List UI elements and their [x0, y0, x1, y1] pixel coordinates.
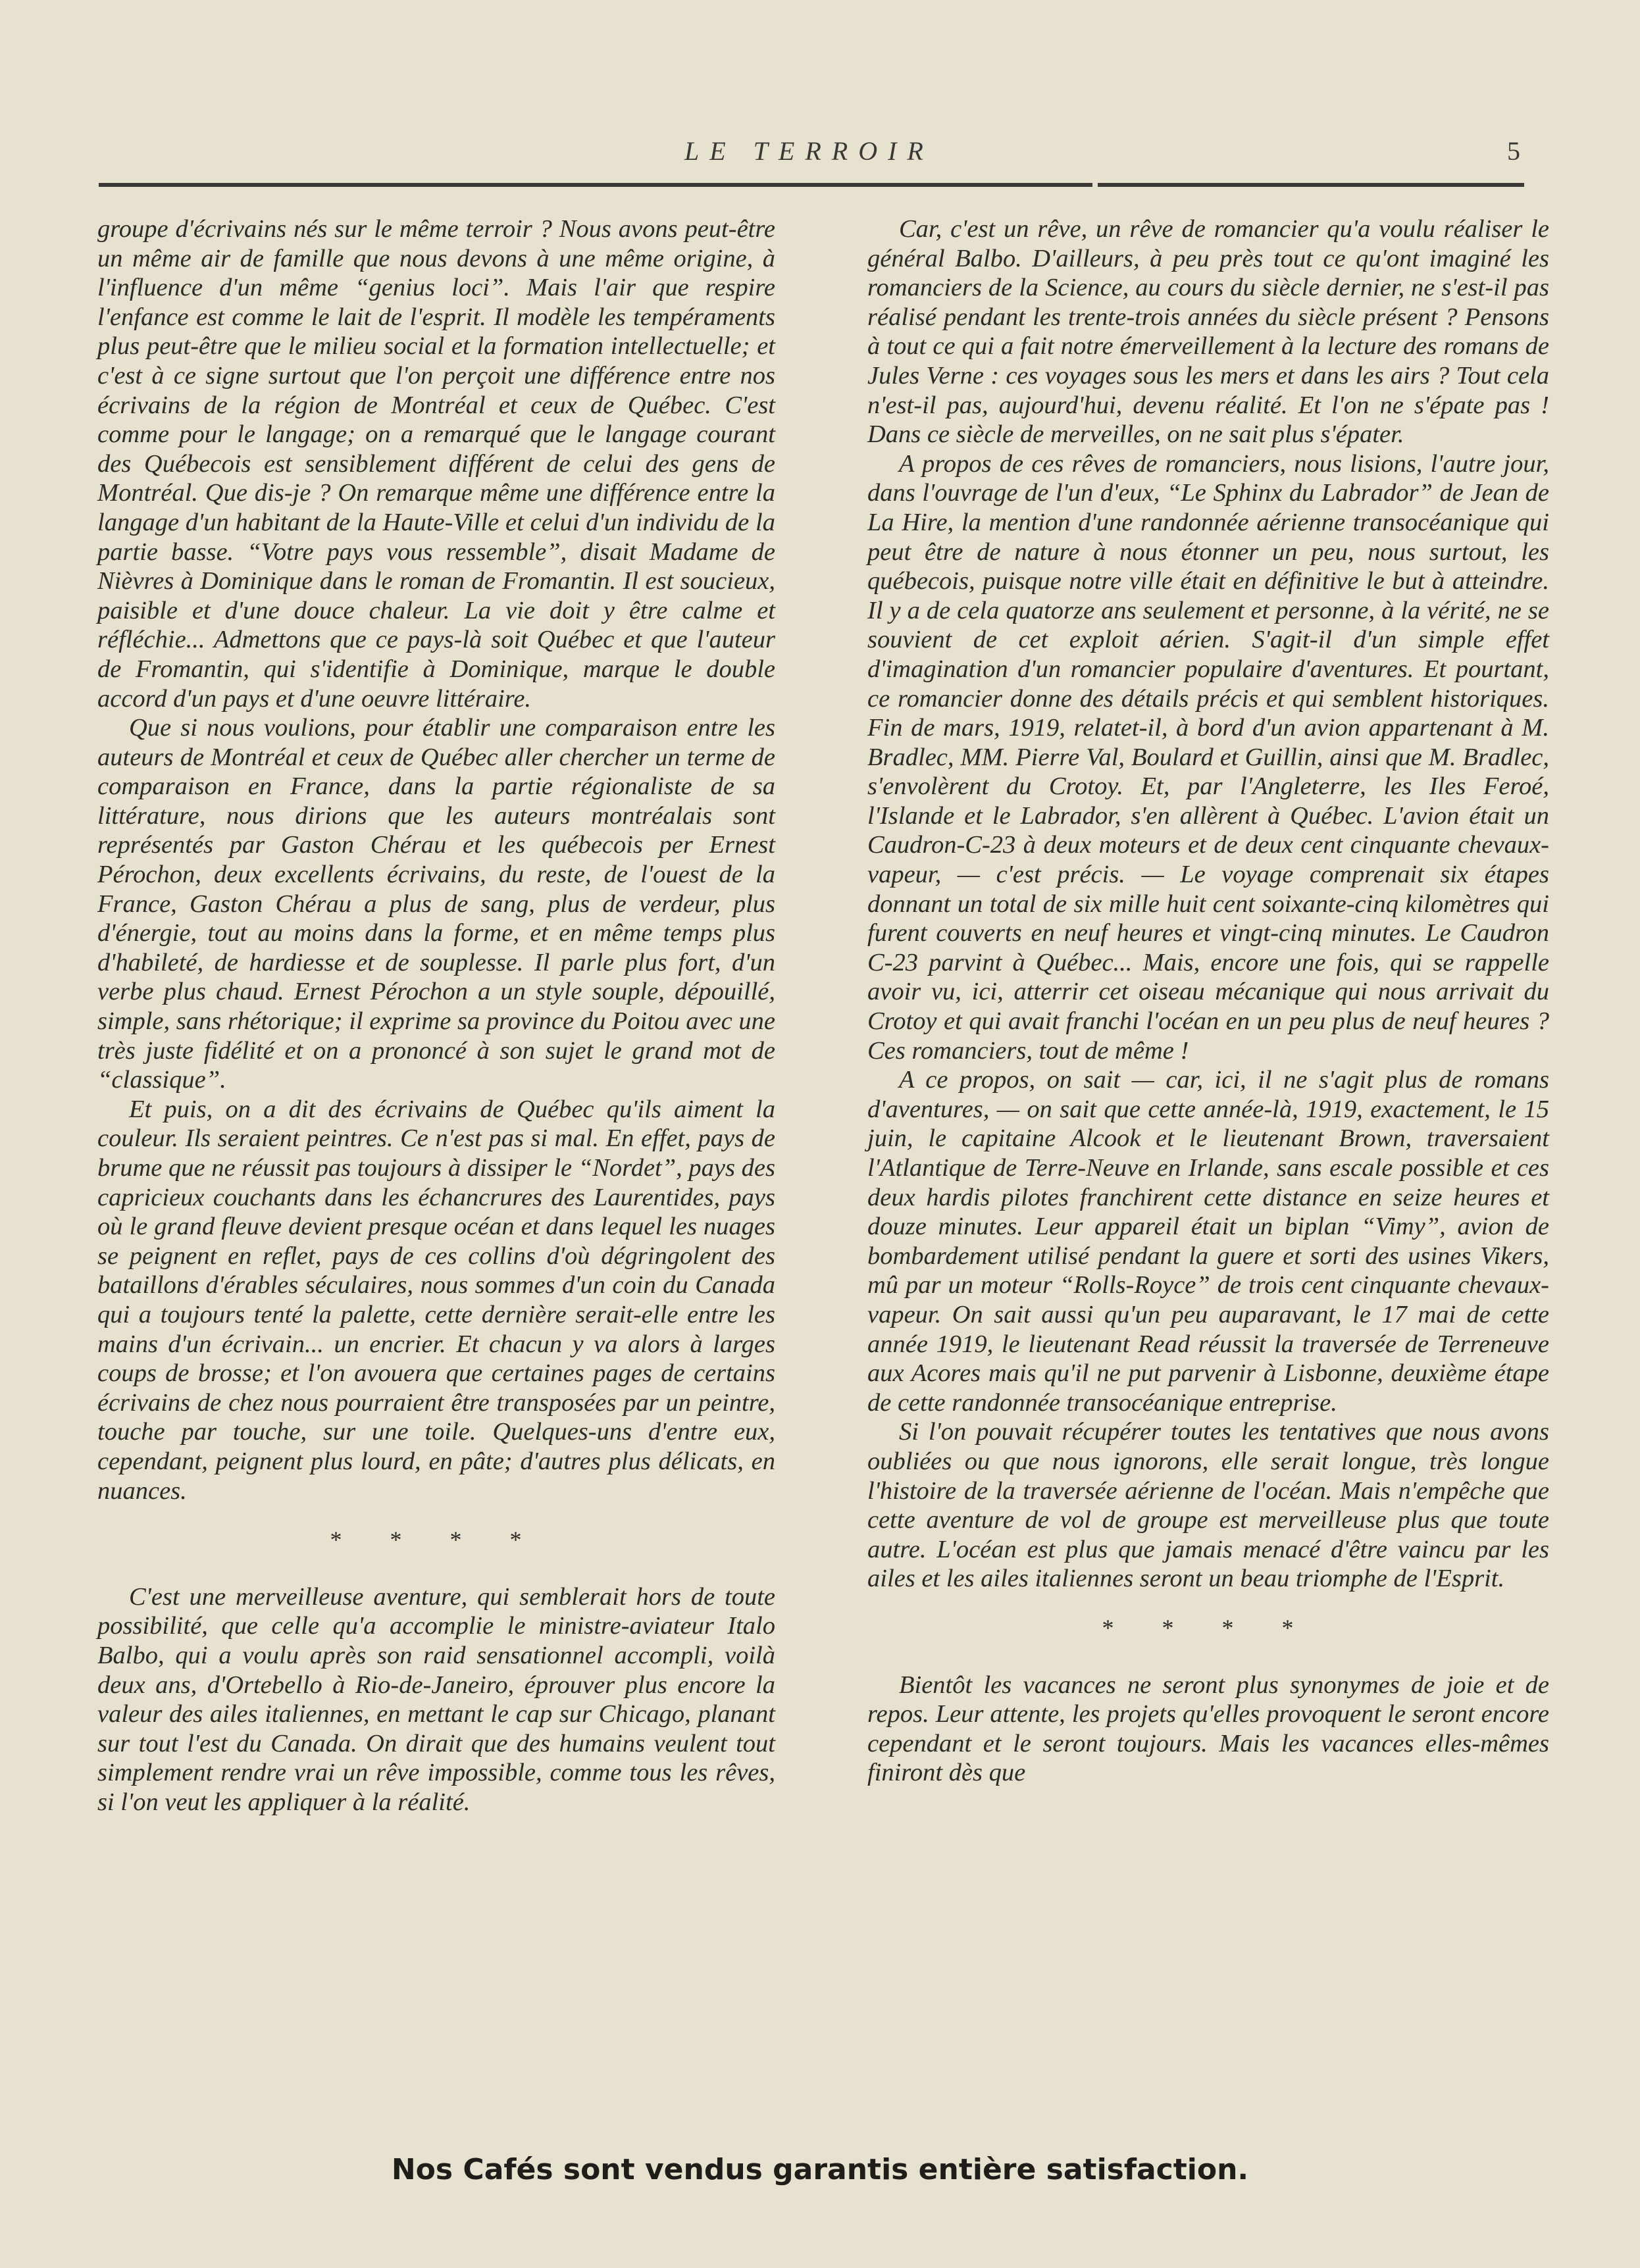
header-rule-right	[1098, 183, 1524, 187]
footer-advertisement: Nos Cafés sont vendus garantis entière satisfaction.	[391, 2153, 1249, 2186]
right-paragraph-3: A ce propos, on sait — car, ici, il ne s'agit plus de romans d'aventures, — on sait que cette année-là, 1919, exactement, le 15 juin, le capitaine Alcook et le lieutenant Brown, traversaient l'Atlantique de Terre-Neuve en Irlande, sans escale possible et ces deux hardis pilotes franchirent cette distance en seize heures et douze minutes. Leur appareil était un biplan “Vimy”, avion de bombardement utilisé pendant la guere et sorti des usines Vikers, mû par un moteur “Rolls-Royce” de trois cent cinquante chevaux-vapeur. On sait aussi qu'un peu auparavant, le 17 mai de cette année 1919, le lieutenant Read réussit la traversée de Terreneuve aux Acores mais qu'il ne put parvenir à Lisbonne, deuxième étape de cette randonnée transocéanique entreprise.	[867, 1066, 1549, 1417]
left-paragraph-2: Que si nous voulions, pour établir une comparaison entre les auteurs de Montréal et ceux de Québec aller chercher un terme de comparaison en France, dans la partie régionaliste de sa littérature, nous dirions que les auteurs montréalais sont représentés par Gaston Chérau et les québecois per Ernest Pérochon, deux excellents écrivains, du reste, de l'ouest de la France, Gaston Chérau a plus de sang, plus de verdeur, plus d'énergie, tout au moins dans la forme, et en même temps plus d'habileté, de hardiesse et de souplesse. Il parle plus fort, d'un verbe plus chaud. Ernest Pérochon a un style souple, dépouillé, simple, sans rhétorique; il exprime sa province du Poitou avec une très juste fidélité et on a prononcé à son sujet le grand mot de “classique”.	[97, 714, 775, 1094]
section-separator-left: * * * *	[330, 1526, 543, 1553]
right-paragraph-1: Car, c'est un rêve, un rêve de romancier qu'a voulu réaliser le général Balbo. D'ailleurs, à peu près tout ce qu'ont imaginé les romanciers de la Science, au cours du siècle dernier, ne s'est-il pas réalisé pendant les trente-trois années du siècle présent ? Pensons à tout ce qui a fait notre émerveillement à la lecture des romans de Jules Verne : ces voyages sous les mers et dans les airs ? Tout cela n'est-il pas, aujourd'hui, devenu réalité. Et l'on ne s'épate pas ! Dans ce siècle de merveilles, on ne sait plus s'épater.	[867, 215, 1549, 449]
header-rule-left	[99, 183, 1092, 187]
left-paragraph-3: Et puis, on a dit des écrivains de Québec qu'ils aiment la couleur. Ils seraient peintres. Ce n'est pas si mal. En effet, pays de brume que ne réussit pas toujours à dissiper le “Nordet”, pays des capricieux couchants dans les échancrures des Laurentides, pays où le grand fleuve devient presque océan et dans lequel les nuages se peignent en reflet, pays de ces collins d'où dégringolent des bataillons d'érables séculaires, nous sommes d'un coin du Canada qui a toujours tenté la palette, cette dernière serait-elle entre les mains d'un écrivain... un encrier. Et chacun y va alors à larges coups de brosse; et l'on avouera que certaines pages de certains écrivains de chez nous pourraient être transposées par un peintre, touche par touche, sur une toile. Quelques-uns d'entre eux, cependant, peignent plus lourd, en pâte; d'autres plus délicats, en nuances.	[97, 1095, 775, 1505]
page-number: 5	[1507, 136, 1520, 166]
right-paragraph-2: A propos de ces rêves de romanciers, nous lisions, l'autre jour, dans l'ouvrage de l'un d'eux, “Le Sphinx du Labrador” de Jean de La Hire, la mention d'une randonnée aérienne transocéanique qui peut être de nature à nous étonner un peu, nous surtout, les québecois, puisque notre ville était en définitive le but à atteindre. Il y a de cela quatorze ans seulement et personne, à la vérité, ne se souvient de cet exploit aérien. S'agit-il d'un simple effet d'imagination d'un romancier populaire d'aventures. Et pourtant, ce romancier donne des détails précis et qui semblent historiques. Fin de mars, 1919, relatet-il, à bord d'un avion appartenant à M. Bradlec, MM. Pierre Val, Boulard et Guillin, ainsi que M. Bradlec, s'envolèrent du Crotoy. Et, par l'Angleterre, les Iles Feroé, l'Islande et le Labrador, s'en allèrent à Québec. L'avion était un Caudron-C-23 à deux moteurs et de deux cent cinquante chevaux-vapeur, — c'est précis. — Le voyage comprenait six étapes donnant un total de six mille huit cent soixante-cinq kilomètres qui furent couverts en neuf heures et vingt-cinq minutes. Le Caudron C-23 parvint à Québec... Mais, encore une fois, qui se rappelle avoir vu, ici, atterrir cet oiseau mécanique qui nous arrivait du Crotoy et qui avait franchi l'océan en un peu plus de neuf heures ? Ces romanciers, tout de même !	[867, 449, 1549, 1065]
left-column	[97, 214, 775, 1817]
left-paragraph-1: groupe d'écrivains nés sur le même terroir ? Nous avons peut-être un même air de famille que nous devons à une même origine, à l'influence d'un même “genius loci”. Mais l'air que respire l'enfance est comme le lait de l'esprit. Il modèle les tempéraments plus peut-être que le milieu social et la formation intellectuelle; et c'est à ce signe surtout que l'on perçoit une différence entre nos écrivains de la région de Montréal et ceux de Québec. C'est comme pour le langage; on a remarqué que le langage courant des Québecois est sensiblement différent de celui des gens de Montréal. Que dis-je ? On remarque même une différence entre la langage d'un habitant de la Haute-Ville et celui d'un individu de la partie basse. “Votre pays vous ressemble”, disait Madame de Nièvres à Dominique dans le roman de Fromantin. Il est soucieux, paisible et d'une douce chaleur. La vie doit y être calme et réfléchie... Admettons que ce pays-là soit Québec et que l'auteur de Fromantin, qui s'identifie à Dominique, marque le double accord d'un pays et d'une oeuvre littéraire.	[97, 215, 775, 713]
section-separator-right: * * * *	[1102, 1614, 1315, 1641]
left-paragraph-4: C'est une merveilleuse aventure, qui semblerait hors de toute possibilité, que celle qu'a accomplie le ministre-aviateur Italo Balbo, qui a voulu après son raid sensationnel accompli, voilà deux ans, d'Ortebello à Rio-de-Janeiro, éprouver plus encore la valeur des ailes italiennes, en mettant le cap sur Chicago, planant sur tout l'est du Canada. On dirait que des humains veulent tout simplement rendre vrai un rêve impossible, comme tous les rêves, si l'on veut les appliquer à la réalité.	[97, 1582, 775, 1816]
right-paragraph-4: Si l'on pouvait récupérer toutes les tentatives que nous avons oubliées ou que nous ignorons, elle serait longue, très longue l'histoire de la traversée aérienne de l'océan. Mais n'empêche que cette aventure de vol de groupe est merveilleuse plus que toute autre. L'océan est plus que jamais menacé d'être vaincu par les ailes et les ailes italiennes seront un beau triomphe de l'Esprit.	[867, 1418, 1549, 1593]
running-title: LE TERROIR	[684, 136, 934, 166]
right-paragraph-5: Bientôt les vacances ne seront plus synonymes de joie et de repos. Leur attente, les projets qu'elles provoquent le seront encore cependant et le seront toujours. Mais les vacances elles-mêmes finiront dès que	[867, 1671, 1549, 1787]
right-column	[867, 214, 1549, 1788]
